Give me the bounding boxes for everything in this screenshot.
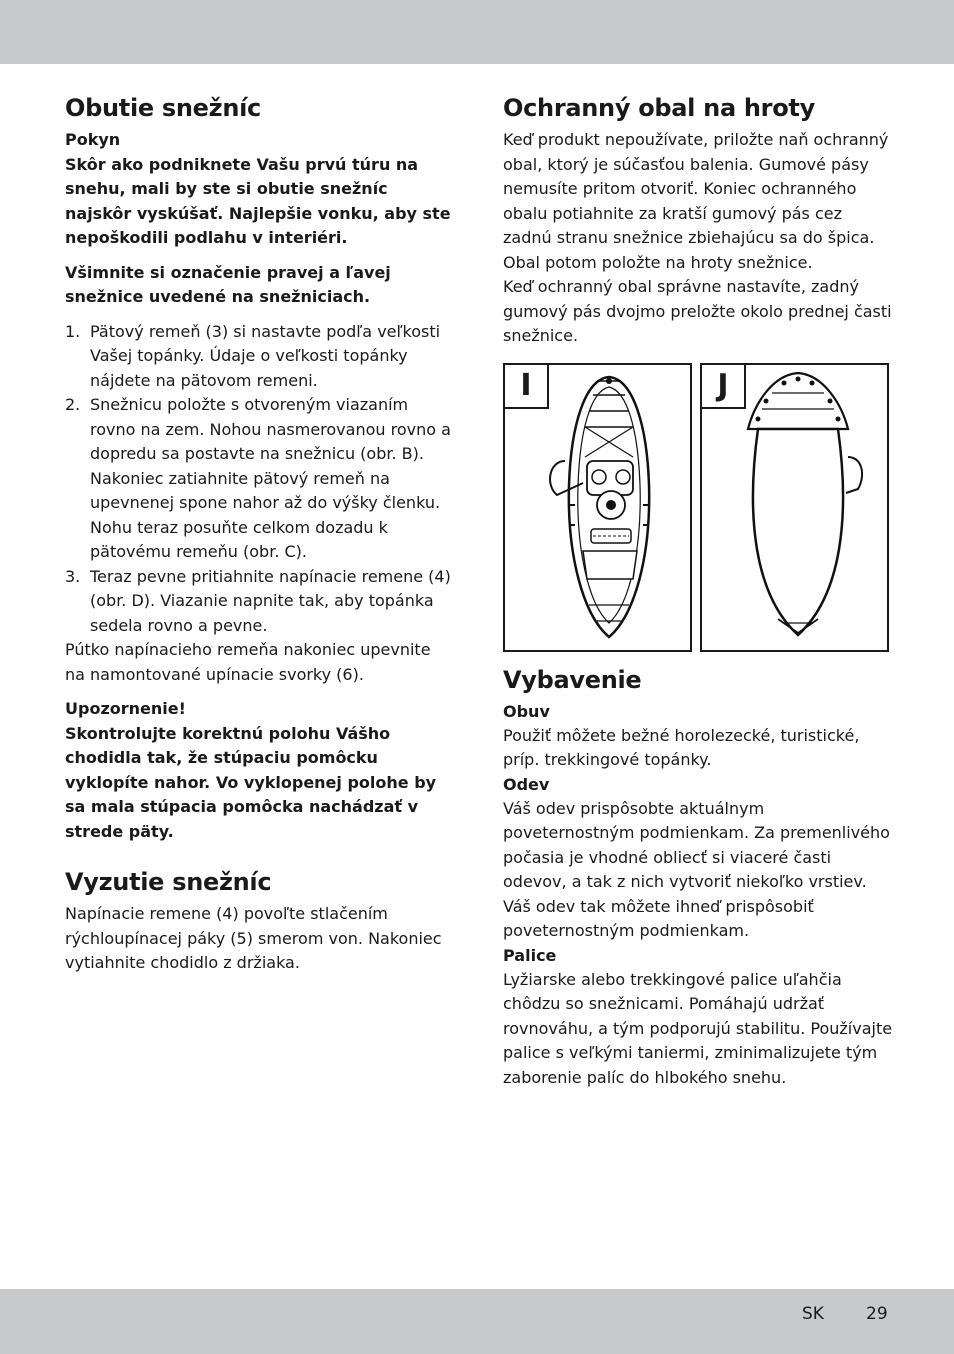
- figure-row: [503, 363, 893, 652]
- note-heading: Pokyn: [65, 130, 121, 149]
- step-number: 2.: [65, 395, 81, 414]
- figure-label-j: J: [700, 363, 746, 409]
- page-number: 29: [866, 1304, 888, 1324]
- left-column: [65, 92, 455, 976]
- equipment-text-footwear: Použiť môžete bežné horolezecké, turistické, príp. trekkingové topánky.: [503, 725, 860, 769]
- equipment-text-clothing: Váš odev prispôsobte aktuálnym poveternostným podmienkam. Za premenlivého počasia je vhodné obliecť si viaceré časti odevov, a tak z nich vytvoriť niekoľko vrstiev. Váš odev tak môžete ihneď prispôsobiť poveternostným podmienkam.: [503, 798, 890, 940]
- section-title-taking-off: Vyzutie snežníc: [65, 868, 272, 896]
- section-title-putting-on: Obutie snežníc: [65, 94, 261, 122]
- header-band: [0, 0, 954, 64]
- equipment-heading-footwear: Obuv: [503, 701, 550, 721]
- list-item: [65, 320, 455, 394]
- right-column: [503, 92, 893, 1090]
- step-text: Snežnicu položte s otvoreným viazaním rovno na zem. Nohou nasmerovanou rovno a dopredu sa postavte na snežnicu (obr. B). Nakoniec zatiahnite pätový remeň na upevnenej spone nahor až do výšky členku. Nohu teraz posuňte celkom dozadu k pätovému remeňu (obr. C).: [90, 395, 451, 561]
- steps-list: [65, 320, 455, 639]
- list-item: [65, 393, 455, 565]
- warning-body: Skontrolujte korektnú polohu Vášho chodidla tak, že stúpaciu pomôcku vyklopíte nahor. Vo vyklopenej polohe by sa mala stúpacia pomôcka nachádzať v strede päty.: [65, 723, 437, 841]
- footer-language-code: SK: [802, 1304, 824, 1324]
- left-right-note: Všimnite si označenie pravej a ľavej snežnice uvedené na snežniciach.: [65, 262, 391, 306]
- step-text: Pätový remeň (3) si nastavte podľa veľkosti Vašej topánky. Údaje o veľkosti topánky nájdete na pätovom remeni.: [90, 321, 441, 390]
- list-item: [65, 565, 455, 639]
- tip-cover-text-2: Obal potom položte na hroty snežnice.: [503, 252, 813, 272]
- step-text: Teraz pevne pritiahnite napínacie remene (4) (obr. D). Viazanie napnite tak, aby topánka sedela rovno a pevne.: [90, 566, 451, 635]
- after-steps-text: Pútko napínacieho remeňa nakoniec upevnite na namontované upínacie svorky (6).: [65, 640, 431, 684]
- warning-heading: Upozornenie!: [65, 699, 186, 718]
- tip-cover-text-3: Keď ochranný obal správne nastavíte, zadný gumový pás dvojmo preložte okolo prednej časti snežnice.: [503, 277, 892, 345]
- equipment-text-poles: Lyžiarske alebo trekkingové palice uľahčia chôdzu so snežnicami. Pomáhajú udržať rovnováhu, a tým podporujú stabilitu. Používajte palice s veľkými taniermi, zminimalizujete tým zaborenie palíc do hlbokého snehu.: [503, 969, 893, 1087]
- figure-i: [503, 363, 692, 652]
- figure-label-i: I: [503, 363, 549, 409]
- equipment-heading-poles: Palice: [503, 945, 557, 965]
- step-number: 3.: [65, 566, 81, 586]
- taking-off-text: Napínacie remene (4) povoľte stlačením rýchloupínacej páky (5) smerom von. Nakoniec vytiahnite chodidlo z držiaka.: [65, 904, 442, 972]
- equipment-heading-clothing: Odev: [503, 774, 550, 794]
- tip-cover-text-1: Keď produkt nepoužívate, priložte naň ochranný obal, ktorý je súčasťou balenia. Gumové pásy nemusíte pritom otvoriť. Koniec ochranného obalu potiahnite za kratší gumový pás cez zadnú stranu snežnice zbiehajúcu sa do špica.: [503, 130, 889, 247]
- step-number: 1.: [65, 321, 81, 341]
- section-title-tip-cover: Ochranný obal na hroty: [503, 94, 815, 122]
- figure-j: [700, 363, 889, 652]
- section-title-equipment: Vybavenie: [503, 665, 642, 694]
- note-body: Skôr ako podniknete Vašu prvú túru na snehu, mali by ste si obutie snežníc najskôr vyskúšať. Najlepšie vonku, aby ste nepoškodili podlahu v interiéri.: [65, 154, 451, 247]
